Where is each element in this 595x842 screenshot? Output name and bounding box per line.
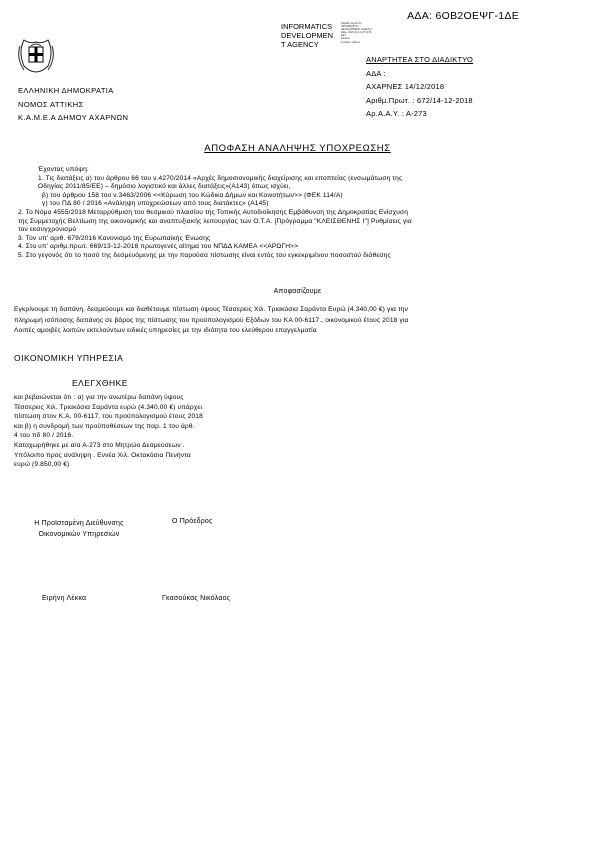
agency-line: T AGENCY [281, 40, 319, 49]
protocol-number: Αριθμ.Πρωτ. : 672/14-12-2018 [366, 95, 473, 105]
verification-line: 4 του πδ 80 / 2016. [14, 432, 74, 440]
approval-line: Λοιπές αμοιβές λοιπών εκτελούντων ειδικές υπηρεσίες με την ιδιότητα του ελεύθερου επαγγελματία [14, 327, 317, 334]
verification-line: και β) η συνδρομή των προϋποθέσεων της παρ. 1 του άρθ. [14, 422, 195, 430]
reference-header [366, 53, 473, 121]
verification-line: πίστωση στον Κ.Α. 00-6117. του προϋπολογισμού έτους 2018 [14, 413, 203, 421]
signature-detail-line: Location: Athens [341, 40, 361, 44]
signature-detail-line: Reason: [341, 37, 351, 41]
consideration-line: 5. Στο γεγονός ότι το ποσό της δεσμευόμενης με την παρούσα πίστωσης είναι εντός του εγκεκριμένου ποσοστού διάθεσης [18, 251, 391, 259]
document-title: ΑΠΟΦΑΣΗ ΑΝΑΛΗΨΗΣ ΥΠΟΧΡΕΩΣΗΣ [204, 143, 391, 154]
verification-line: Τέσσερεις Χιλ. Τριακόσια Σαράντα ευρώ (4.340,00 €) υπάρχει [14, 403, 203, 411]
signature-detail-line: INFORMATICS [341, 25, 359, 29]
consideration-line: τον εκσυγχρονισμό [18, 226, 77, 234]
signature-detail-line: Date: 2018.12.14 17:21:51 [341, 31, 372, 35]
agency-signature [281, 22, 333, 49]
considerations [18, 166, 578, 261]
verification-line: Υπόλοιπο προς ανάληψη . Εννέα Χιλ. Οκτακόσια Πενήντα [14, 451, 191, 459]
verification-line: ευρώ (9.850,00 €) [14, 461, 70, 469]
issuer-header [18, 84, 128, 125]
agency-line: INFORMATICS [281, 22, 333, 31]
verification-line: Καταχωρήθηκε με α/α Α-273 στο Μητρώο Δεσμεύσεων . [14, 441, 185, 449]
approval-line: Εγκρίνουμε τη δαπάνη, δεσμεύουμε και διαθέτουμε πίστωση ύψους Τέσσερεις Χιλ. Τριακόσια Σαράντα Ευρώ (4.340,00 €) για την [14, 306, 409, 313]
signatory-right-name: Γκασούκας Νικόλαος [162, 595, 231, 602]
place-date: ΑΧΑΡΝΕΣ 14/12/2018 [366, 82, 445, 91]
intro-line: Έχοντας υπόψη: [38, 166, 89, 173]
consideration-line: 2. Το Νόμο 4555/2018 Μεταρρύθμιση του θεσμικού πλαισίου της Τοπικής Αυτοδιοίκησης Εμβάθυνση της Δημοκρατίας Ενίσχυση [18, 208, 409, 216]
greek-emblem-icon [14, 32, 58, 76]
consideration-line: 1. Τις διατάξεις α) του άρθρου 66 του ν.4270/2014 «Αρχές δημοσιονομικής διαχείρισης και εποπτείας (ενσωμάτωση της [38, 174, 403, 182]
consideration-line: γ) του ΠΔ 80 / 2016 «Ανάληψη υποχρεώσεων από τους διατάκτες» (Α145) [42, 200, 269, 208]
agency-line: DEVELOPMEN [281, 31, 334, 40]
consideration-line: Οδηγίας 2011/85/ΕΕ) – δημόσιο λογιστικό και άλλες διατάξεις»(Α143) όπως ισχύει, [38, 183, 291, 191]
approval-line: πληρωμή ισόποσης δαπάνης σε βάρος της πίστωσης του προϋπολογισμού Εξόδων του ΚΑ 00-6117., οικονομικού έτους 2018 για [14, 316, 409, 324]
decision-heading: Αποφασίζουμε [273, 288, 322, 295]
ada-stamp: ΑΔΑ: 6ΟΒ2ΟΕΨΓ-1ΔΕ [407, 10, 519, 22]
verification-text [14, 393, 203, 470]
posted-notice: ΑΝΑΡΤΗΤΕΑ ΣΤΟ ΔΙΑΔΙΚΤΥΟ [366, 55, 474, 64]
issuer-line: Κ.Α.Μ.Ε.Α ΔΗΜΟΥ ΑΧΑΡΝΩΝ [18, 113, 129, 122]
signatory-left-title [20, 518, 138, 540]
signatory-left-name: Ειρήνη Λέκκα [42, 595, 87, 602]
verification-line: και βεβαιώνεται ότι : α) για την ανωτέρω δαπάνη ύψους [14, 394, 184, 401]
signature-details [341, 22, 372, 44]
aay-number: Αρ.Α.Α.Υ. : Α-273 [366, 109, 427, 118]
ada-field: ΑΔΑ : [366, 68, 386, 78]
consideration-line: της Συμμετοχής Βελτίωση της οικονομικής και αναπτυξιακής λειτουργίας των Ο.Τ.Α. [Πρόγραμμα "ΚΛΕΙΣΘΕΝΗΣ Ι"] Ρυθμίσεις για [18, 217, 412, 225]
signature-detail-line: EET [341, 34, 347, 38]
signature-detail-line: Digitally signed by [341, 22, 362, 25]
issuer-line: ΕΛΛΗΝΙΚΗ ΔΗΜΟΚΡΑΤΙΑ [18, 86, 114, 95]
consideration-line: β) του άρθρου 158 του ν.3463/2006 <<Κύρωση του Κώδικα Δήμων και Κοινοτήτων>> (ΦΕΚ 114/Α) [42, 191, 343, 199]
signatory-title-line: Η Προϊσταμένη Διεύθυνσης [34, 520, 124, 527]
signatory-title-line: Οικονομικών Υπηρεσιών [38, 531, 120, 538]
signatory-right-title: Ο Πρόεδρος [172, 518, 213, 525]
issuer-line: ΝΟΜΟΣ ΑΤΤΙΚΗΣ [18, 99, 84, 109]
consideration-line: 3. Τον υπ' αριθ. 679/2016 Κανονισμό της Ευρωπαϊκής Ένωσης [18, 234, 211, 242]
approval-text [14, 305, 409, 337]
checked-heading: ΕΛΕΓΧΘΗΚΕ [72, 378, 128, 388]
consideration-line: 4. Στο υπ' αριθμ.πρωτ. 669/13-12-2018 πρωτογενές αίτημα του ΝΠΔΔ ΚΑΜΕΑ <<ΑΡΩΓΗ>> [18, 243, 299, 251]
financial-service-heading: ΟΙΚΟΝΟΜΙΚΗ ΥΠΗΡΕΣΙΑ [14, 353, 124, 363]
signature-detail-line: DEVELOPMENT AGENCY [341, 28, 373, 32]
